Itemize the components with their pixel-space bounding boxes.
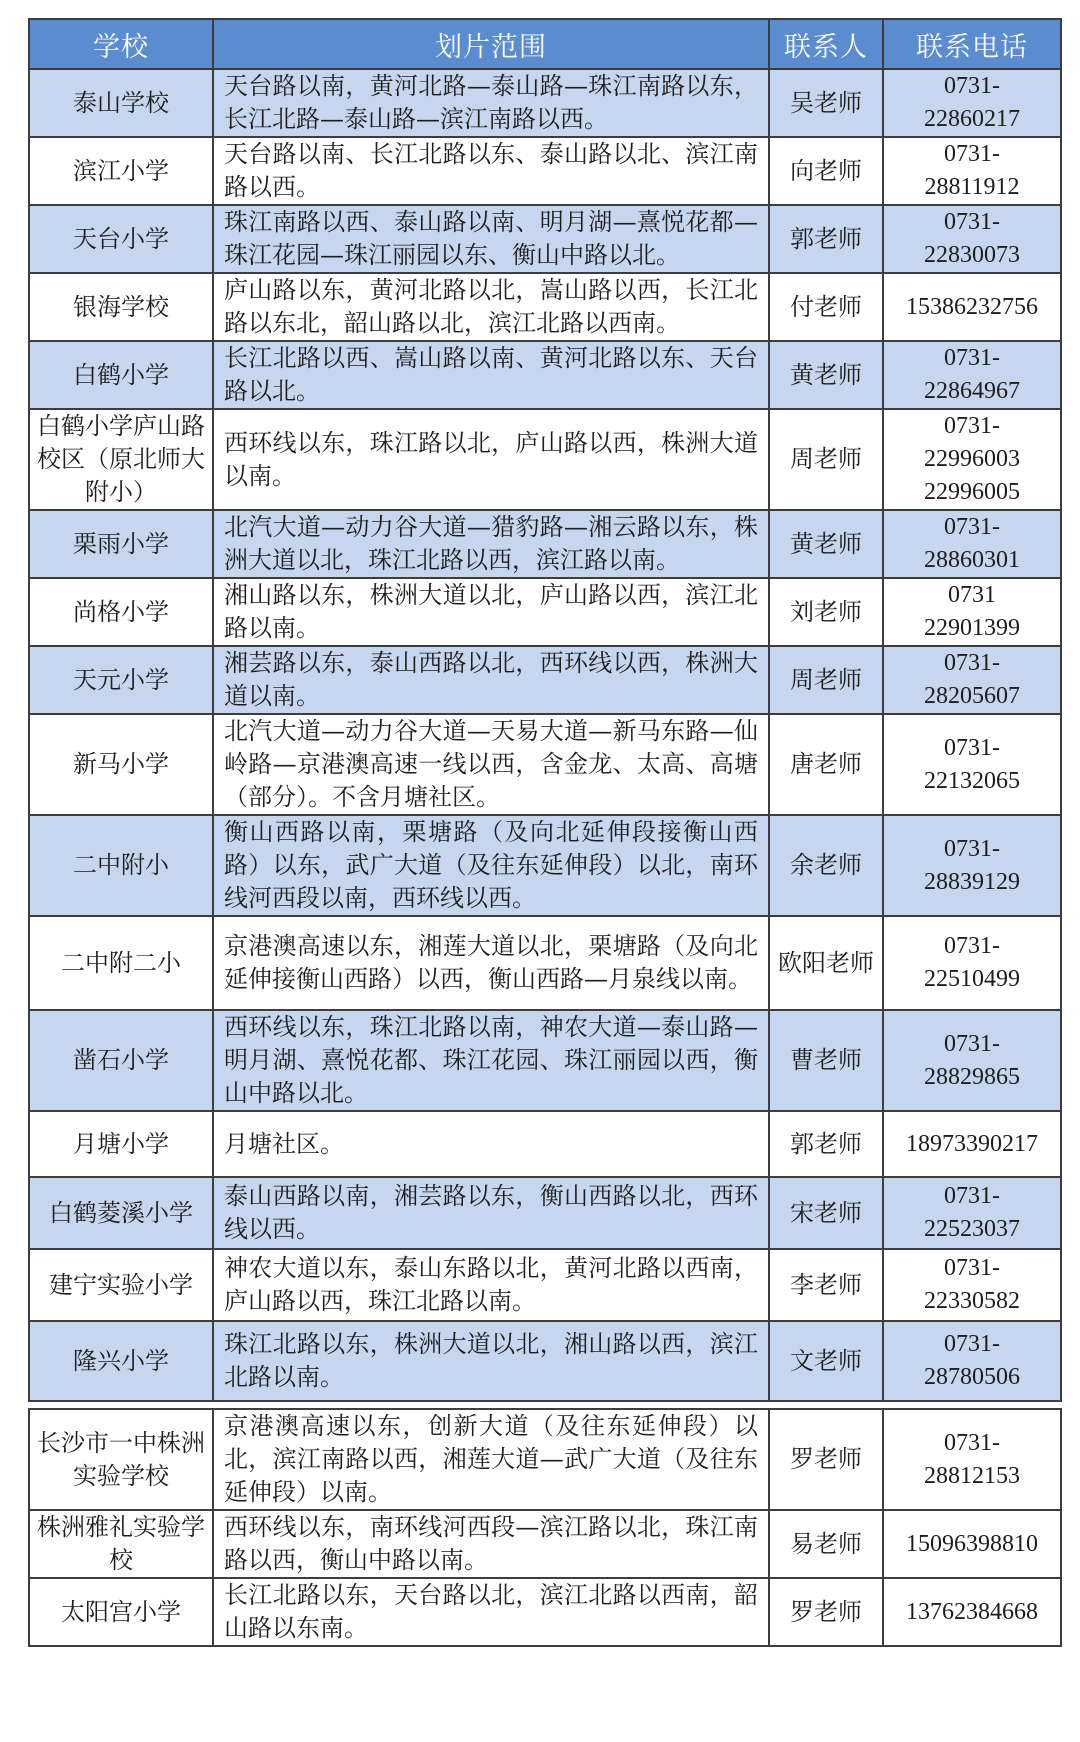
contact-cell: 文老师	[769, 1321, 883, 1401]
school-cell: 二中附小	[29, 815, 213, 916]
school-cell: 白鹤菱溪小学	[29, 1177, 213, 1249]
contact-cell: 郭老师	[769, 1111, 883, 1177]
phone-cell	[883, 1177, 1061, 1249]
phone-line: 28860301	[924, 547, 1020, 573]
table-row	[29, 69, 1061, 137]
phone-cell	[883, 1578, 1061, 1646]
school-district-table-wrapper	[28, 18, 1060, 1647]
phone-cell	[883, 916, 1061, 1010]
area-cell: 庐山路以东，黄河北路以北，嵩山路以西，长江北路以东北，韶山路以北，滨江北路以西南。	[213, 273, 769, 341]
area-cell: 西环线以东，珠江北路以南，神农大道—泰山路—明月湖、熹悦花都、珠江花园、珠江丽园以西，衡山中路以北。	[213, 1010, 769, 1111]
table-row	[29, 1409, 1061, 1510]
area-cell: 神农大道以东，泰山东路以北，黄河北路以西南，庐山路以西，珠江北路以南。	[213, 1249, 769, 1321]
contact-cell: 李老师	[769, 1249, 883, 1321]
phone-line: 22510499	[924, 966, 1020, 992]
area-cell: 长江北路以东，天台路以北，滨江北路以西南，韶山路以东南。	[213, 1578, 769, 1646]
area-cell: 天台路以南，黄河北路—泰山路—珠江南路以东，长江北路—泰山路—滨江南路以西。	[213, 69, 769, 137]
school-cell: 尚格小学	[29, 578, 213, 646]
phone-cell	[883, 137, 1061, 205]
phone-cell	[883, 1510, 1061, 1578]
contact-cell: 罗老师	[769, 1578, 883, 1646]
phone-line: 0731-	[944, 1255, 1000, 1281]
phone-line: 22996003	[924, 446, 1020, 472]
phone-cell	[883, 1010, 1061, 1111]
table-row	[29, 1111, 1061, 1177]
school-cell: 白鹤小学	[29, 341, 213, 409]
phone-line: 28811912	[924, 174, 1020, 200]
area-cell: 珠江北路以东，株洲大道以北，湘山路以西，滨江北路以南。	[213, 1321, 769, 1401]
table-row	[29, 510, 1061, 578]
phone-cell	[883, 1111, 1061, 1177]
school-cell: 隆兴小学	[29, 1321, 213, 1401]
phone-line: 28780506	[924, 1364, 1020, 1390]
table-row	[29, 1249, 1061, 1321]
contact-cell: 吴老师	[769, 69, 883, 137]
contact-cell: 刘老师	[769, 578, 883, 646]
table-body	[29, 69, 1061, 1646]
area-cell: 湘芸路以东，泰山西路以北，西环线以西，株洲大道以南。	[213, 646, 769, 714]
school-district-table	[28, 18, 1062, 1647]
phone-line: 22523037	[924, 1216, 1020, 1242]
table-row	[29, 646, 1061, 714]
phone-line: 18973390217	[906, 1130, 1038, 1157]
phone-cell	[883, 341, 1061, 409]
phone-line: 0731-	[944, 1429, 1000, 1456]
contact-cell: 曹老师	[769, 1010, 883, 1111]
table-row	[29, 205, 1061, 273]
phone-line: 28839129	[924, 868, 1020, 895]
table-row	[29, 1578, 1061, 1646]
phone-line: 0731-	[944, 1030, 1000, 1057]
phone-cell	[883, 1249, 1061, 1321]
phone-cell	[883, 1409, 1061, 1510]
school-cell: 天元小学	[29, 646, 213, 714]
header-contact: 联系人	[769, 19, 883, 69]
contact-cell: 向老师	[769, 137, 883, 205]
phone-line: 0731-	[944, 1331, 1000, 1357]
area-cell: 长江北路以西、嵩山路以南、黄河北路以东、天台路以北。	[213, 341, 769, 409]
table-row	[29, 1321, 1061, 1401]
contact-cell: 黄老师	[769, 341, 883, 409]
phone-line: 13762384668	[906, 1598, 1038, 1625]
school-cell: 二中附二小	[29, 916, 213, 1010]
phone-cell	[883, 578, 1061, 646]
phone-cell	[883, 409, 1061, 510]
phone-line: 0731-	[944, 141, 1000, 167]
phone-cell	[883, 714, 1061, 815]
school-cell: 新马小学	[29, 714, 213, 815]
area-cell: 西环线以东，南环线河西段—滨江路以北，珠江南路以西，衡山中路以南。	[213, 1510, 769, 1578]
phone-line: 22996005	[924, 479, 1020, 505]
contact-cell: 易老师	[769, 1510, 883, 1578]
phone-line: 28205607	[924, 683, 1020, 709]
contact-cell: 唐老师	[769, 714, 883, 815]
header-phone: 联系电话	[883, 19, 1061, 69]
phone-line: 15096398810	[906, 1530, 1038, 1557]
school-cell: 月塘小学	[29, 1111, 213, 1177]
area-cell: 湘山路以东，株洲大道以北，庐山路以西，滨江北路以南。	[213, 578, 769, 646]
area-cell: 衡山西路以南，栗塘路（及向北延伸段接衡山西路）以东，武广大道（及往东延伸段）以北，南环线河西段以南，西环线以西。	[213, 815, 769, 916]
phone-line: 0731-	[944, 1183, 1000, 1209]
table-row	[29, 341, 1061, 409]
table-row	[29, 916, 1061, 1010]
school-cell: 白鹤小学庐山路校区（原北师大附小）	[29, 409, 213, 510]
phone-cell	[883, 510, 1061, 578]
area-cell: 西环线以东，珠江路以北，庐山路以西，株洲大道以南。	[213, 409, 769, 510]
header-area: 划片范围	[213, 19, 769, 69]
table-row	[29, 273, 1061, 341]
phone-cell	[883, 205, 1061, 273]
school-cell: 滨江小学	[29, 137, 213, 205]
phone-line: 0731-	[944, 413, 1000, 439]
phone-line: 28812153	[924, 1462, 1020, 1489]
phone-line: 0731-	[944, 345, 1000, 371]
school-cell: 株洲雅礼实验学校	[29, 1510, 213, 1578]
phone-cell	[883, 815, 1061, 916]
phone-line: 0731-	[944, 514, 1000, 540]
header-school: 学校	[29, 19, 213, 69]
table-row	[29, 1177, 1061, 1249]
phone-line: 22830073	[924, 242, 1020, 268]
school-cell: 银海学校	[29, 273, 213, 341]
phone-line: 15386232756	[906, 293, 1038, 320]
contact-cell: 罗老师	[769, 1409, 883, 1510]
area-cell: 北汽大道—动力谷大道—猎豹路—湘云路以东，株洲大道以北，珠江北路以西，滨江路以南。	[213, 510, 769, 578]
area-cell: 月塘社区。	[213, 1111, 769, 1177]
table-row	[29, 137, 1061, 205]
table-row	[29, 815, 1061, 916]
table-header-row	[29, 19, 1061, 69]
phone-line: 22132065	[924, 767, 1020, 794]
contact-cell: 余老师	[769, 815, 883, 916]
school-cell: 泰山学校	[29, 69, 213, 137]
phone-cell	[883, 69, 1061, 137]
area-cell: 天台路以南、长江北路以东、泰山路以北、滨江南路以西。	[213, 137, 769, 205]
area-cell: 京港澳高速以东，湘莲大道以北，栗塘路（及向北延伸接衡山西路）以西，衡山西路—月泉线以南。	[213, 916, 769, 1010]
table-row	[29, 1510, 1061, 1578]
phone-line: 0731-	[944, 650, 1000, 676]
contact-cell: 付老师	[769, 273, 883, 341]
phone-line: 22864967	[924, 378, 1020, 404]
table-gap	[29, 1401, 1061, 1409]
phone-line: 22901399	[924, 615, 1020, 641]
phone-cell	[883, 646, 1061, 714]
phone-line: 0731-	[944, 209, 1000, 235]
phone-line: 0731	[948, 582, 996, 608]
phone-line: 0731-	[944, 73, 1000, 99]
phone-line: 22330582	[924, 1288, 1020, 1314]
school-cell: 栗雨小学	[29, 510, 213, 578]
table-row	[29, 409, 1061, 510]
school-cell: 长沙市一中株洲实验学校	[29, 1409, 213, 1510]
phone-line: 0731-	[944, 734, 1000, 761]
contact-cell: 郭老师	[769, 205, 883, 273]
contact-cell: 周老师	[769, 646, 883, 714]
phone-line: 28829865	[924, 1063, 1020, 1090]
phone-cell	[883, 273, 1061, 341]
phone-line: 0731-	[944, 835, 1000, 862]
school-cell: 天台小学	[29, 205, 213, 273]
phone-line: 22860217	[924, 106, 1020, 132]
table-row	[29, 714, 1061, 815]
area-cell: 泰山西路以南，湘芸路以东，衡山西路以北，西环线以西。	[213, 1177, 769, 1249]
table-row	[29, 578, 1061, 646]
contact-cell: 欧阳老师	[769, 916, 883, 1010]
school-cell: 太阳宫小学	[29, 1578, 213, 1646]
contact-cell: 周老师	[769, 409, 883, 510]
phone-line: 0731-	[944, 933, 1000, 959]
area-cell: 京港澳高速以东，创新大道（及往东延伸段）以北，滨江南路以西，湘莲大道—武广大道（及往东延伸段）以南。	[213, 1409, 769, 1510]
contact-cell: 黄老师	[769, 510, 883, 578]
contact-cell: 宋老师	[769, 1177, 883, 1249]
area-cell: 珠江南路以西、泰山路以南、明月湖—熹悦花都—珠江花园—珠江丽园以东、衡山中路以北。	[213, 205, 769, 273]
table-row	[29, 1010, 1061, 1111]
school-cell: 凿石小学	[29, 1010, 213, 1111]
area-cell: 北汽大道—动力谷大道—天易大道—新马东路—仙岭路—京港澳高速一线以西，含金龙、太高、高塘（部分）。不含月塘社区。	[213, 714, 769, 815]
phone-cell	[883, 1321, 1061, 1401]
school-cell: 建宁实验小学	[29, 1249, 213, 1321]
